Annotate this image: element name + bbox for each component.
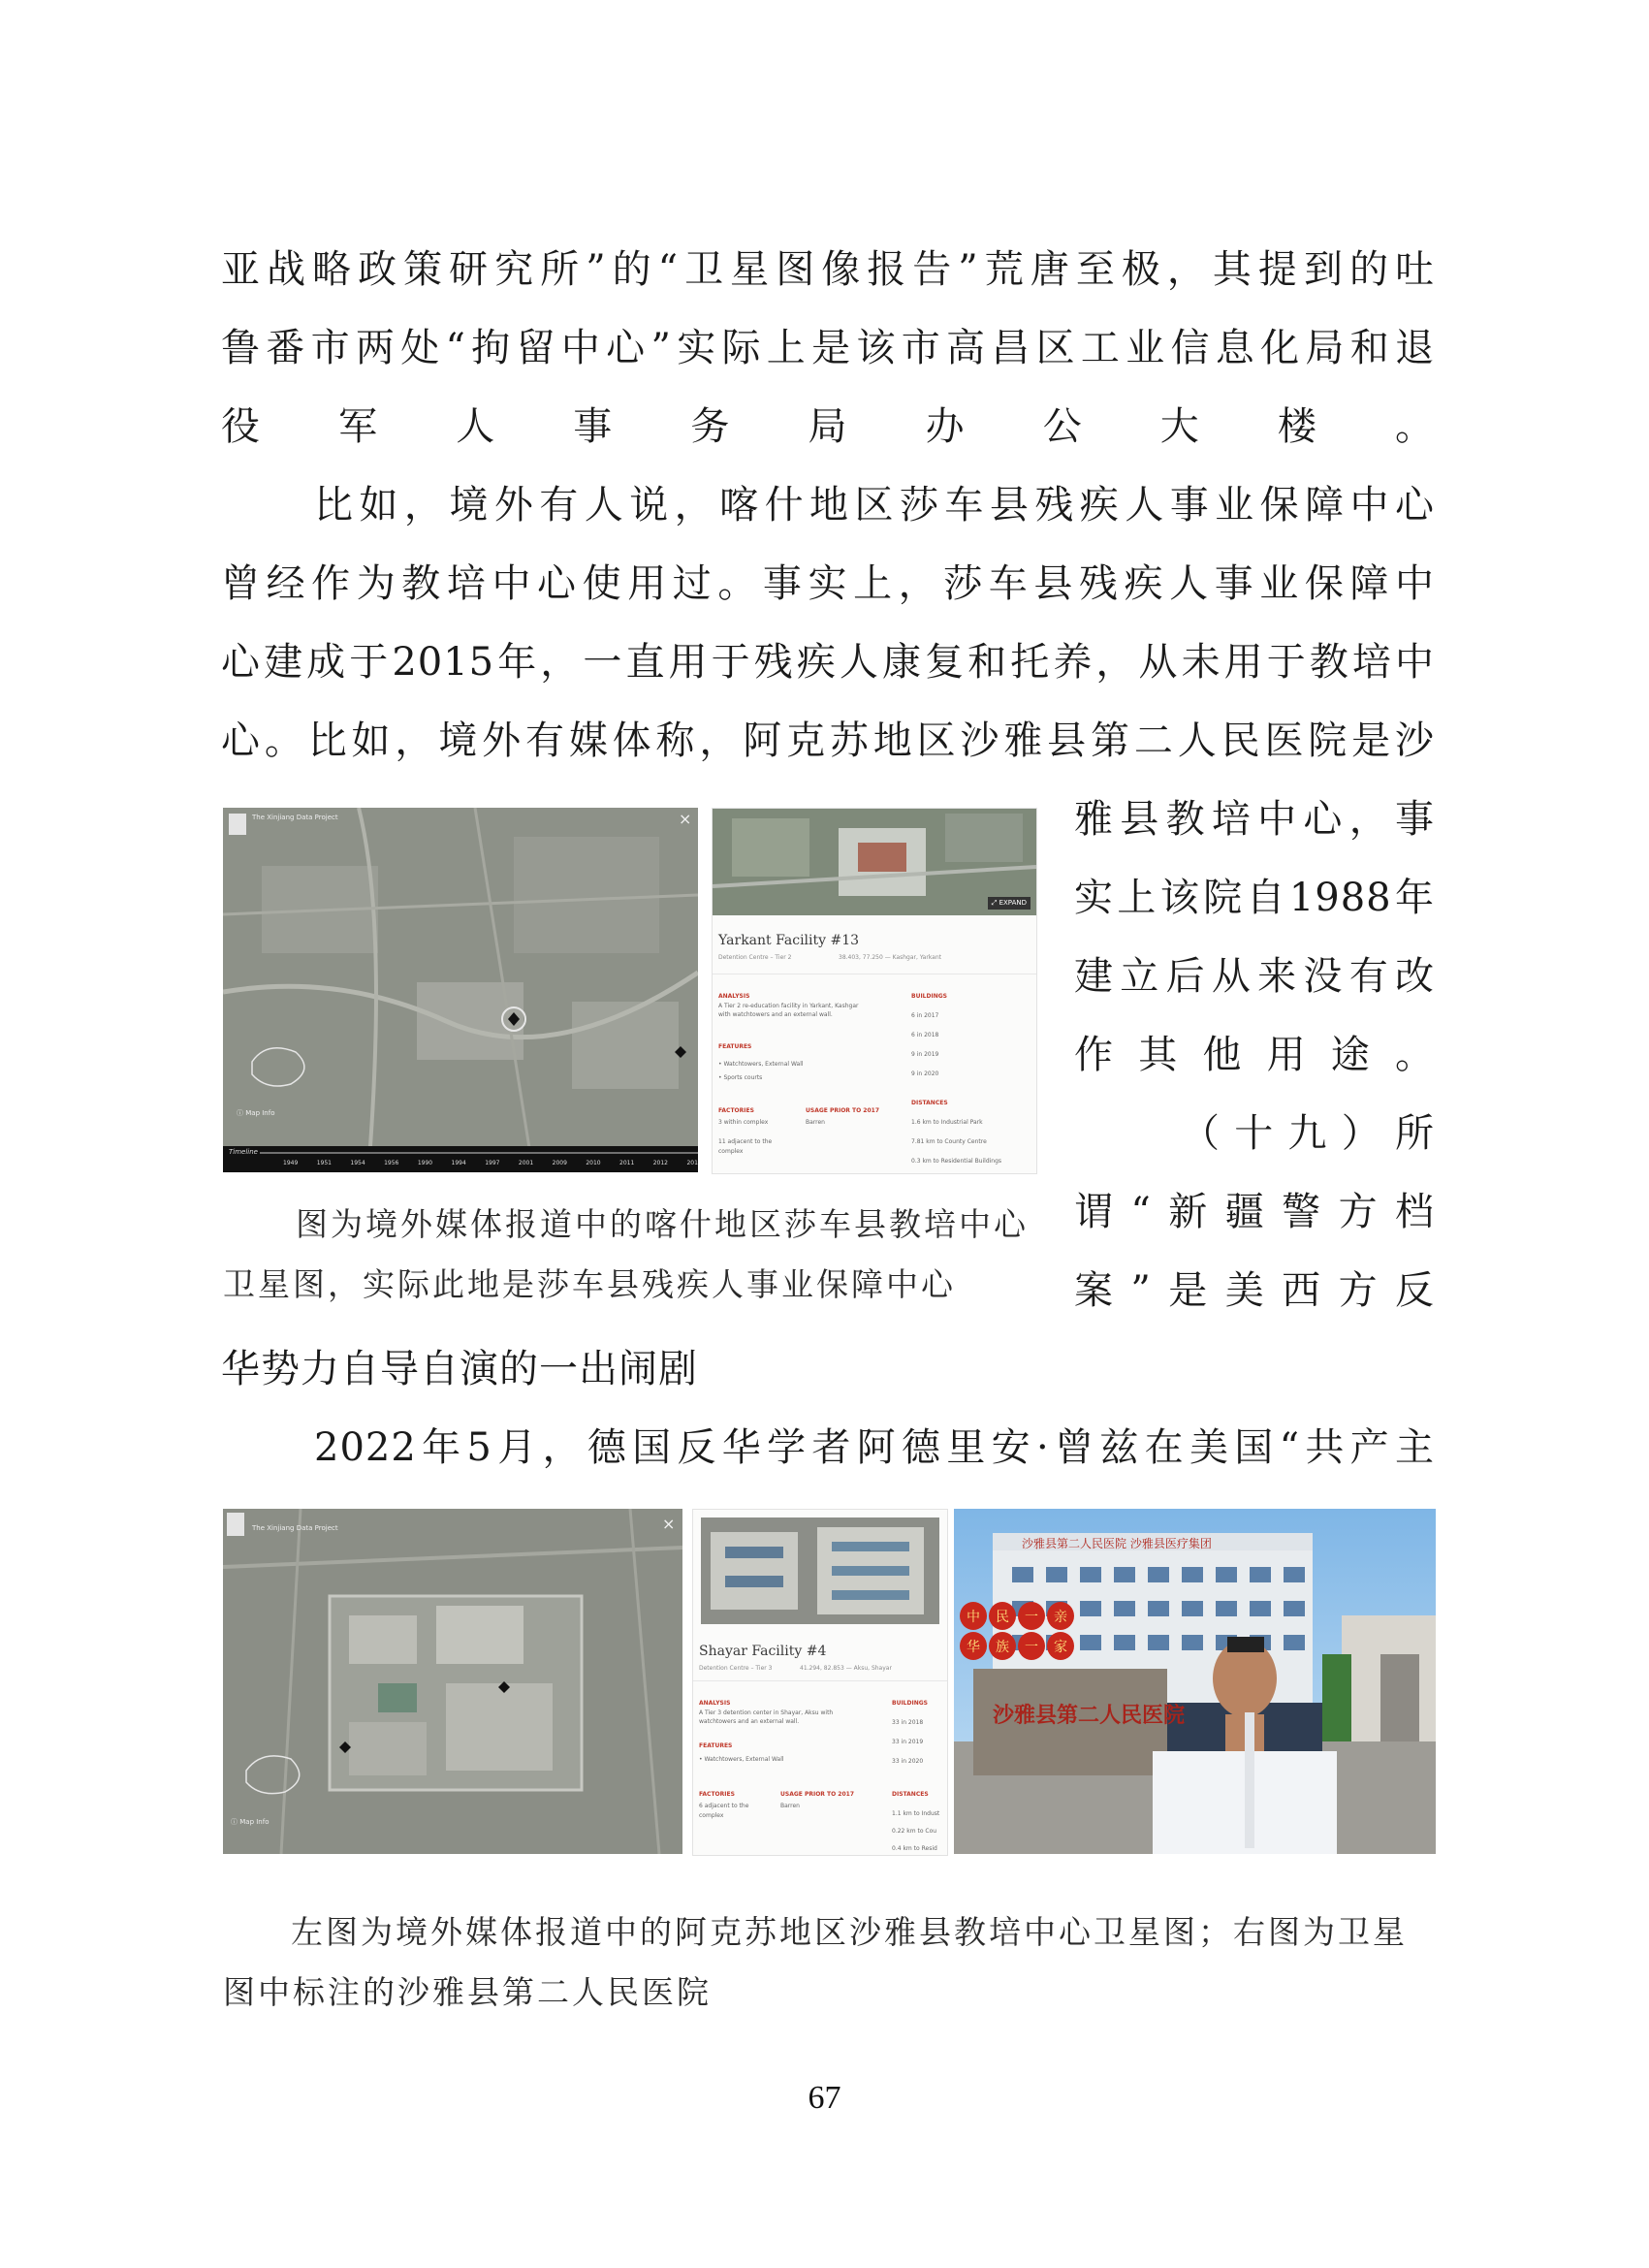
distance-value: 1.1 km to Indust — [892, 1810, 940, 1817]
caption-line: 图中标注的沙雅县第二人民医院 — [223, 1973, 712, 2011]
facility-thumbnail — [713, 809, 1036, 915]
facility-subtitle: Detention Centre – Tier 3 — [699, 1665, 773, 1672]
map-info-button[interactable]: ⓘ Map Info — [237, 1109, 275, 1117]
section-heading-line: 谓“新疆警方档 — [1074, 1190, 1435, 1234]
text-line: 比如，境外有人说，喀什地区莎车县残疾人事业保障中心 — [314, 483, 1435, 527]
text-line: 建立后从来没有改 — [1074, 954, 1435, 999]
text-line: 役军人事务局办公大楼。 — [221, 404, 1435, 449]
side-text — [1074, 781, 1435, 1330]
analysis-heading: ANALYSIS — [718, 993, 750, 1000]
slogan-char: 华 — [960, 1632, 987, 1660]
features-heading: FEATURES — [718, 1043, 752, 1050]
caption-line: 图为境外媒体报道中的喀什地区莎车县教培中心 — [296, 1205, 1029, 1243]
paragraph-1 — [221, 231, 1435, 466]
timeline-year[interactable]: 1997 — [485, 1160, 500, 1166]
facility-thumbnail — [701, 1517, 939, 1624]
analysis-text: with watchtowers and an external wall. — [718, 1011, 833, 1018]
project-label: The Xinjiang Data Project — [252, 1524, 338, 1532]
text-line: 雅县教培中心，事 — [1074, 797, 1435, 842]
buildings-heading: BUILDINGS — [892, 1700, 928, 1707]
slogan-char: 中 — [960, 1602, 987, 1630]
buildings-value: 6 in 2017 — [911, 1012, 939, 1019]
factories-text: 11 adjacent to the — [718, 1138, 773, 1145]
figure-1-caption — [223, 1195, 1029, 1315]
analysis-text: watchtowers and an external wall. — [699, 1718, 800, 1725]
map-info-button[interactable]: ⓘ Map Info — [231, 1818, 270, 1826]
timeline-year[interactable]: 2011 — [619, 1160, 635, 1166]
factories-text: complex — [718, 1148, 744, 1155]
analysis-heading: ANALYSIS — [699, 1700, 731, 1707]
red-slogan-panel — [960, 1602, 1074, 1660]
distance-value: 0.3 km to Residential Buildings — [911, 1158, 1002, 1165]
analysis-text: A Tier 2 re-education facility in Yarkant, Kashgar — [718, 1003, 859, 1009]
usage-heading: USAGE PRIOR TO 2017 — [780, 1791, 854, 1798]
facility-title: Yarkant Facility #13 — [718, 933, 860, 948]
factories-heading: FACTORIES — [699, 1791, 735, 1798]
distance-value: 1.6 km to Industrial Park — [911, 1119, 983, 1126]
figure-2-satellite-map — [223, 1509, 682, 1854]
facility-coords: 41.294, 82.853 — Aksu, Shayar — [800, 1665, 892, 1672]
section-heading-start: （十九）所 — [1181, 1111, 1435, 1156]
figure-2-caption — [223, 1902, 1408, 2023]
paragraph-3 — [221, 1409, 1435, 1487]
feature-item: • Watchtowers, External Wall — [718, 1061, 804, 1068]
figure-2-facility-card — [692, 1509, 948, 1856]
slogan-char: 家 — [1047, 1632, 1074, 1660]
features-heading: FEATURES — [699, 1742, 733, 1749]
slogan-char: 亲 — [1047, 1602, 1074, 1630]
page-number: 67 — [808, 2080, 841, 2116]
timeline-year[interactable]: 1949 — [283, 1160, 299, 1166]
timeline-year[interactable]: 2012 — [652, 1160, 669, 1166]
timeline-year[interactable]: 1956 — [384, 1160, 399, 1166]
timeline-year[interactable]: 201 — [686, 1160, 698, 1166]
text-line: 曾经作为教培中心使用过。事实上，莎车县残疾人事业保障中 — [221, 561, 1435, 606]
analysis-text: A Tier 3 detention center in Shayar, Aksu with — [699, 1709, 834, 1716]
usage-heading: USAGE PRIOR TO 2017 — [806, 1107, 879, 1114]
text-line: 心。比如，境外有媒体称，阿克苏地区沙雅县第二人民医院是沙 — [221, 719, 1435, 763]
timeline-year[interactable]: 2001 — [518, 1160, 534, 1166]
caption-line: 卫星图，实际此地是莎车县残疾人事业保障中心 — [223, 1265, 956, 1303]
close-icon[interactable]: × — [679, 810, 692, 828]
project-label: The Xinjiang Data Project — [252, 814, 338, 821]
text-line: 2022年5月，德国反华学者阿德里安·曾兹在美国“共产主 — [314, 1425, 1435, 1470]
distance-value: 0.4 km to Resid — [892, 1845, 937, 1852]
facility-subtitle: Detention Centre – Tier 2 — [718, 954, 792, 961]
facility-title: Shayar Facility #4 — [699, 1644, 827, 1659]
distance-value: 7.81 km to County Centre — [911, 1138, 987, 1145]
buildings-value: 9 in 2020 — [911, 1070, 939, 1077]
text-line: 作其他用途。 — [1074, 1033, 1435, 1077]
timeline-year[interactable]: 1994 — [451, 1160, 466, 1166]
factories-text: 6 adjacent to the — [699, 1803, 749, 1809]
section-heading-end — [221, 1330, 1435, 1409]
text-line: 亚战略政策研究所”的“卫星图像报告”荒唐至极，其提到的吐 — [221, 247, 1435, 292]
figure-2-hospital-photo — [954, 1509, 1436, 1854]
timeline-years[interactable] — [283, 1160, 698, 1166]
slogan-char: 一 — [1018, 1632, 1045, 1660]
text-line: 华势力自导自演的一出闹剧 — [221, 1347, 698, 1391]
close-icon[interactable]: × — [662, 1515, 676, 1533]
paragraph-2 — [221, 466, 1435, 781]
slogan-char: 族 — [989, 1632, 1016, 1660]
text-line: 实上该院自1988年 — [1074, 876, 1435, 920]
factories-heading: FACTORIES — [718, 1107, 754, 1114]
usage-text: Barren — [780, 1803, 800, 1809]
buildings-heading: BUILDINGS — [911, 993, 947, 1000]
buildings-value: 33 in 2018 — [892, 1719, 924, 1726]
caption-line: 左图为境外媒体报道中的阿克苏地区沙雅县教培中心卫星图；右图为卫星 — [291, 1913, 1408, 1951]
figure-1-facility-card — [712, 808, 1037, 1174]
feature-item: • Sports courts — [718, 1074, 763, 1081]
slogan-char: 民 — [989, 1602, 1016, 1630]
timeline-label: Timeline — [229, 1148, 258, 1156]
buildings-value: 6 in 2018 — [911, 1032, 939, 1038]
hospital-stone-sign: 沙雅县第二人民医院 — [993, 1703, 1186, 1728]
expand-button[interactable]: ⤢ EXPAND — [988, 897, 1031, 910]
timeline-year[interactable]: 2010 — [586, 1160, 601, 1166]
factories-text: complex — [699, 1812, 724, 1819]
timeline-year[interactable]: 1951 — [316, 1160, 332, 1166]
distances-heading: DISTANCES — [892, 1791, 929, 1798]
buildings-value: 33 in 2020 — [892, 1758, 924, 1765]
figure-1-satellite-map — [223, 808, 698, 1172]
text-line: 鲁番市两处“拘留中心”实际上是该市高昌区工业信息化局和退 — [221, 326, 1435, 370]
facility-coords: 38.403, 77.250 — Kashgar, Yarkant — [839, 954, 942, 961]
section-heading-line: 案”是美西方反 — [1074, 1268, 1435, 1313]
timeline-year[interactable]: 1954 — [350, 1160, 365, 1166]
factories-text: 3 within complex — [718, 1119, 769, 1126]
distance-value: 0.22 km to Cou — [892, 1828, 937, 1835]
slogan-char: 一 — [1018, 1602, 1045, 1630]
timeline-year[interactable]: 1990 — [417, 1160, 433, 1166]
text-line: 心建成于2015年，一直用于残疾人康复和托养，从未用于教培中 — [221, 640, 1435, 685]
buildings-value: 9 in 2019 — [911, 1051, 939, 1058]
feature-item: • Watchtowers, External Wall — [699, 1756, 784, 1763]
buildings-value: 33 in 2019 — [892, 1739, 924, 1745]
timeline-year[interactable]: 2009 — [552, 1160, 567, 1166]
hospital-roof-sign: 沙雅县第二人民医院 沙雅县医疗集团 — [1022, 1537, 1212, 1550]
distances-heading: DISTANCES — [911, 1100, 948, 1106]
usage-text: Barren — [806, 1119, 825, 1126]
